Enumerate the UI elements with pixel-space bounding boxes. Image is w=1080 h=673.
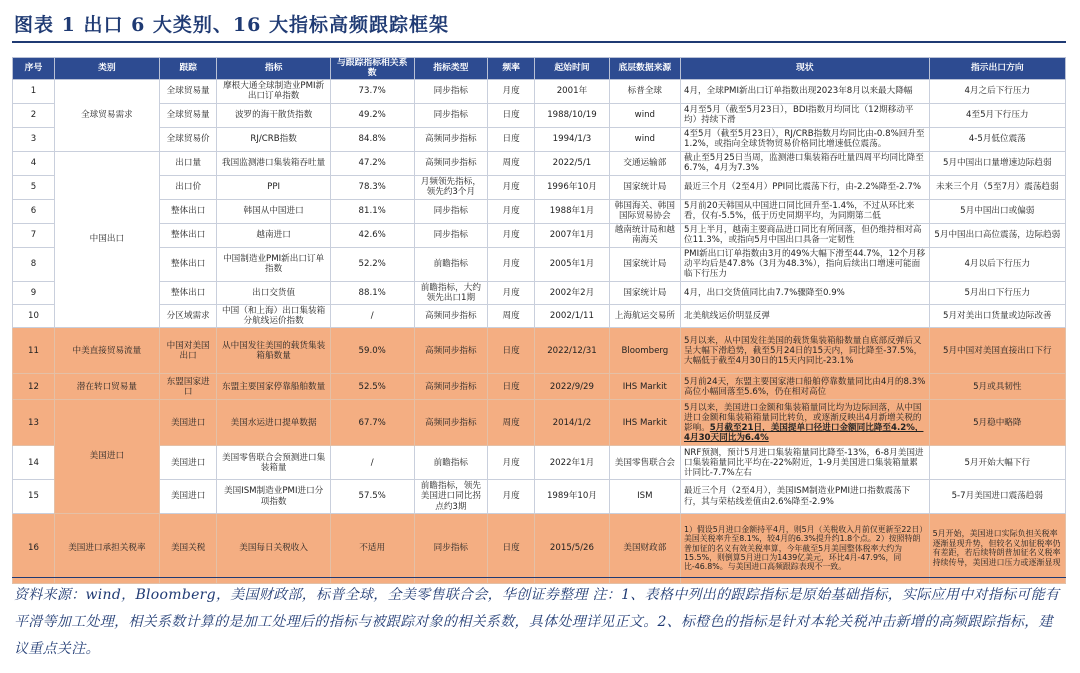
header-correlation: 与跟踪指标相关系数 [330, 58, 414, 80]
cell-frequency: 月度 [488, 446, 535, 480]
cell-source: 标普全球 [609, 79, 680, 103]
cell-correlation: 78.3% [330, 175, 414, 199]
header-indicator: 指标 [217, 58, 330, 80]
status-emphasis: 5月截至21日，美国提单口径进口金额同比降至4.2%，4月30天同比为6.4% [684, 422, 924, 443]
cell-correlation: 47.2% [330, 151, 414, 175]
cell-correlation: 84.8% [330, 127, 414, 151]
table-row [13, 199, 1066, 223]
cell-status: 5月前24天，东盟主要国家港口船舶停靠数量同比由4月的8.3%高位小幅回落至5.6%，仍在相对高位 [681, 374, 930, 400]
cell-track: 整体出口 [159, 223, 217, 247]
cell-track: 出口价 [159, 175, 217, 199]
table-row [13, 305, 1066, 328]
cell-type: 月频领先指标，领先约3个月 [414, 175, 487, 199]
cell-direction: 4至5月下行压力 [929, 103, 1065, 127]
cell-status: 北美航线运价明显反弹 [681, 305, 930, 328]
cell-no: 8 [13, 247, 55, 281]
cell-source: wind [609, 127, 680, 151]
page-title: 图表 1 出口 6 大类别、16 大指标高频跟踪框架 [14, 14, 449, 36]
table-row [13, 223, 1066, 247]
cell-no: 2 [13, 103, 55, 127]
cell-type: 高频同步指标 [414, 328, 487, 374]
status-text: 5月以来，美国进口金额和集装箱量同比均为边际回落，从中国进口金额和集装箱箱量同比转负，或逐渐反映出4月新增关税的影响。 [684, 402, 922, 433]
cell-start: 1988年1月 [535, 199, 609, 223]
cell-status: 5月以来，从中国发往美国的载货集装箱船数量自底部反弹后又呈大幅下滑趋势，截至5月24日的15天内，同比降至-37.5%，大幅低于截至4月30日的15天内同比-23.1% [681, 328, 930, 374]
cell-track: 整体出口 [159, 281, 217, 304]
cell-track: 全球贸易价 [159, 127, 217, 151]
cell-correlation: 52.5% [330, 374, 414, 400]
cell-direction: 5月开始大幅下行 [929, 446, 1065, 480]
cell-source: 交通运输部 [609, 151, 680, 175]
cell-status: 4至5月（截至5月23日），RJ/CRB指数月均同比由-0.8%回升至1.2%，或指向全球货物贸易价格同比增速低位震荡。 [681, 127, 930, 151]
cell-status: 4月，出口交货值同比由7.7%骤降至0.9% [681, 281, 930, 304]
cell-direction: 5月开始，美国进口实际负担关税率逐渐显现升势，但较名义加征税率仍有差距，若后续特朗普加征名义税率持续传导，美国进口压力或逐渐显现 [929, 513, 1065, 583]
cell-correlation: 57.5% [330, 480, 414, 513]
cell-frequency: 周度 [488, 305, 535, 328]
cell-no: 14 [13, 446, 55, 480]
cell-direction: 4月之后下行压力 [929, 79, 1065, 103]
cell-indicator: 美国每日关税收入 [217, 513, 330, 583]
cell-indicator: PPI [217, 175, 330, 199]
cell-start: 2015/5/26 [535, 513, 609, 583]
category-transshipment: 潜在转口贸易量 [54, 374, 159, 400]
cell-type: 同步指标 [414, 79, 487, 103]
cell-type: 高频同步指标 [414, 305, 487, 328]
cell-correlation: 67.7% [330, 400, 414, 446]
cell-no: 13 [13, 400, 55, 446]
category-us-china-trade: 中美直接贸易流量 [54, 328, 159, 374]
cell-direction: 5月中国对美国直接出口下行 [929, 328, 1065, 374]
cell-type: 同步指标 [414, 513, 487, 583]
cell-direction: 5月出口下行压力 [929, 281, 1065, 304]
cell-start: 2001年 [535, 79, 609, 103]
cell-status: 最近三个月（2至4月），美国ISM制造业PMI进口指数震荡下行，其与荣枯线差值由2.6%降至-2.9% [681, 480, 930, 513]
cell-no: 12 [13, 374, 55, 400]
cell-track: 东盟国家进口 [159, 374, 217, 400]
cell-start: 2022/12/31 [535, 328, 609, 374]
cell-start: 2002/1/11 [535, 305, 609, 328]
cell-correlation: / [330, 446, 414, 480]
cell-status: NRF预测，预计5月进口集装箱量同比降至-13%，6-8月美国进口集装箱量同比平均在-22%附近，1-9月美国进口集装箱量累计同比-7.7%左右 [681, 446, 930, 480]
table-row [13, 175, 1066, 199]
cell-type: 同步指标 [414, 223, 487, 247]
cell-indicator: 美国ISM制造业PMI进口分项指数 [217, 480, 330, 513]
table-row [13, 103, 1066, 127]
table-row [13, 151, 1066, 175]
cell-direction: 5-7月美国进口震荡趋弱 [929, 480, 1065, 513]
cell-direction: 5月中国出口或偏弱 [929, 199, 1065, 223]
category-us-import: 美国进口 [54, 400, 159, 513]
cell-status: PMI新出口订单指数由3月的49%大幅下滑至44.7%，12个月移动平均后是47.8%（3月为48.3%），指向后续出口增速可能面临下行压力 [681, 247, 930, 281]
table-row-highlighted [13, 400, 1066, 446]
cell-no: 16 [13, 513, 55, 583]
cell-source: 美国财政部 [609, 513, 680, 583]
cell-direction: 4-5月低位震荡 [929, 127, 1065, 151]
header-start: 起始时间 [535, 58, 609, 80]
title-divider [12, 41, 1066, 43]
cell-source: IHS Markit [609, 374, 680, 400]
cell-indicator: 中国（和上海）出口集装箱分航线运价指数 [217, 305, 330, 328]
cell-source: 韩国海关、韩国国际贸易协会 [609, 199, 680, 223]
cell-source: IHS Markit [609, 400, 680, 446]
table-row-highlighted [13, 374, 1066, 400]
cell-track: 整体出口 [159, 199, 217, 223]
cell-frequency: 月度 [488, 480, 535, 513]
cell-type: 高频同步指标 [414, 374, 487, 400]
cell-correlation: / [330, 305, 414, 328]
cell-direction: 5月或具韧性 [929, 374, 1065, 400]
source-footnote: 资料来源：wind，Bloomberg，美国财政部，标普全球，全美零售联合会，华创证券整理 注：1、表格中列出的跟踪指标是原始基础指标，实际应用中对指标可能有平滑等加工处理，相关系数计算的是加工处理后的指标与被跟踪对象的相关系数，具体处理详见正文。2、标橙色的指标是针对本轮关税冲击新增的高频跟踪指标，建议重点关注。 [14, 587, 1060, 657]
cell-source: 越南统计局和越南海关 [609, 223, 680, 247]
cell-type: 高频同步指标 [414, 127, 487, 151]
cell-no: 6 [13, 199, 55, 223]
category-us-tariff-rate: 美国进口承担关税率 [54, 513, 159, 583]
cell-type: 高频同步指标 [414, 151, 487, 175]
header-source: 底层数据来源 [609, 58, 680, 80]
cell-frequency: 月度 [488, 247, 535, 281]
cell-source: 国家统计局 [609, 247, 680, 281]
table-row [13, 247, 1066, 281]
cell-status: 4月，全球PMI新出口订单指数出现2023年8月以来最大降幅 [681, 79, 930, 103]
cell-start: 2022年1月 [535, 446, 609, 480]
cell-direction: 5月对美出口货量或边际改善 [929, 305, 1065, 328]
category-global-trade: 全球贸易需求 [54, 79, 159, 151]
cell-no: 10 [13, 305, 55, 328]
cell-direction: 未来三个月（5至7月）震荡趋弱 [929, 175, 1065, 199]
header-frequency: 频率 [488, 58, 535, 80]
cell-indicator: 我国监测港口集装箱吞吐量 [217, 151, 330, 175]
cell-frequency: 日度 [488, 374, 535, 400]
cell-no: 11 [13, 328, 55, 374]
cell-source: Bloomberg [609, 328, 680, 374]
table-header-row [13, 58, 1066, 80]
cell-correlation: 88.1% [330, 281, 414, 304]
category-china-export: 中国出口 [54, 151, 159, 328]
cell-source: 国家统计局 [609, 175, 680, 199]
cell-source: 美国零售联合会 [609, 446, 680, 480]
cell-correlation: 59.0% [330, 328, 414, 374]
header-no: 序号 [13, 58, 55, 80]
cell-status: 1）假设5月进口金额持平4月，则5月（关税收入月前仅更新至22日）美国关税率升至8.1%，较4月的6.3%提升约1.8个点。2）按照特朗普加征的名义有效关税率算，今年截至5月美国整体税率大约为15.5%，则倒算5月进口为1439亿美元，环比4月-47.9%，同比-46.8%。与美国进口高频跟踪表现不一致。 [681, 513, 930, 583]
cell-indicator: 东盟主要国家停靠船舶数量 [217, 374, 330, 400]
cell-type: 前瞻指标 [414, 247, 487, 281]
cell-track: 整体出口 [159, 247, 217, 281]
cell-status [681, 400, 930, 446]
header-track: 跟踪 [159, 58, 217, 80]
cell-correlation: 42.6% [330, 223, 414, 247]
cell-track: 美国进口 [159, 446, 217, 480]
cell-source: 国家统计局 [609, 281, 680, 304]
cell-status: 4月至5月（截至5月23日），BDI指数月均同比（12期移动平均）持续下滑 [681, 103, 930, 127]
cell-start: 2022/9/29 [535, 374, 609, 400]
cell-direction: 5月中国出口高位震荡，边际趋弱 [929, 223, 1065, 247]
cell-track: 美国进口 [159, 480, 217, 513]
cell-no: 4 [13, 151, 55, 175]
cell-type: 前瞻指标，大约领先出口1期 [414, 281, 487, 304]
cell-indicator: 美国零售联合会预测进口集装箱量 [217, 446, 330, 480]
cell-start: 2002年2月 [535, 281, 609, 304]
cell-source: 上海航运交易所 [609, 305, 680, 328]
cell-correlation: 81.1% [330, 199, 414, 223]
table-row [13, 79, 1066, 103]
cell-track: 分区域需求 [159, 305, 217, 328]
cell-no: 5 [13, 175, 55, 199]
cell-indicator: 从中国发往美国的载货集装箱船数量 [217, 328, 330, 374]
cell-status: 5月上半月，越南主要商品进口同比有所回落，但仍维持相对高位11.3%，或指向5月中国出口具备一定韧性 [681, 223, 930, 247]
cell-indicator: 波罗的海干散货指数 [217, 103, 330, 127]
cell-track: 全球贸易量 [159, 103, 217, 127]
cell-type: 同步指标 [414, 103, 487, 127]
cell-type: 同步指标 [414, 199, 487, 223]
indicator-table [12, 57, 1066, 584]
cell-frequency: 日度 [488, 328, 535, 374]
cell-start: 2022/5/1 [535, 151, 609, 175]
cell-indicator: 中国制造业PMI新出口订单指数 [217, 247, 330, 281]
cell-frequency: 周度 [488, 400, 535, 446]
cell-start: 1994/1/3 [535, 127, 609, 151]
cell-direction: 5月中国出口量增速边际趋弱 [929, 151, 1065, 175]
cell-direction: 5月稳中略降 [929, 400, 1065, 446]
cell-start: 2007年1月 [535, 223, 609, 247]
cell-start: 1989年10月 [535, 480, 609, 513]
cell-track: 美国进口 [159, 400, 217, 446]
cell-source: ISM [609, 480, 680, 513]
table-row-highlighted [13, 513, 1066, 583]
cell-start: 1996年10月 [535, 175, 609, 199]
footnote-divider [12, 577, 1066, 578]
cell-correlation: 52.2% [330, 247, 414, 281]
cell-track: 中国对美国出口 [159, 328, 217, 374]
cell-source: wind [609, 103, 680, 127]
cell-start: 2005年1月 [535, 247, 609, 281]
cell-indicator: 美国水运进口提单数据 [217, 400, 330, 446]
cell-start: 1988/10/19 [535, 103, 609, 127]
cell-frequency: 日度 [488, 103, 535, 127]
cell-type: 高频同步指标 [414, 400, 487, 446]
cell-frequency: 月度 [488, 281, 535, 304]
cell-frequency: 月度 [488, 199, 535, 223]
cell-frequency: 月度 [488, 175, 535, 199]
cell-indicator: 出口交货值 [217, 281, 330, 304]
table-row [13, 127, 1066, 151]
cell-type: 前瞻指标 [414, 446, 487, 480]
cell-status: 5月前20天韩国从中国进口同比回升至-1.4%，不过从环比来看，仅有-5.5%，低于历史同期平均，为同期第二低 [681, 199, 930, 223]
table-row-highlighted [13, 328, 1066, 374]
cell-indicator: RJ/CRB指数 [217, 127, 330, 151]
cell-frequency: 日度 [488, 513, 535, 583]
cell-frequency: 月度 [488, 223, 535, 247]
cell-correlation: 49.2% [330, 103, 414, 127]
cell-indicator: 越南进口 [217, 223, 330, 247]
cell-status: 最近三个月（2至4月）PPI同比震荡下行，由-2.2%降至-2.7% [681, 175, 930, 199]
cell-indicator: 摩根大通全球制造业PMI新出口订单指数 [217, 79, 330, 103]
cell-type: 前瞻指标，领先美国进口同比拐点约3期 [414, 480, 487, 513]
cell-frequency: 月度 [488, 79, 535, 103]
header-status: 现状 [681, 58, 930, 80]
cell-no: 3 [13, 127, 55, 151]
cell-no: 15 [13, 480, 55, 513]
cell-start: 2014/1/2 [535, 400, 609, 446]
cell-correlation: 73.7% [330, 79, 414, 103]
cell-no: 7 [13, 223, 55, 247]
cell-track: 出口量 [159, 151, 217, 175]
cell-correlation: 不适用 [330, 513, 414, 583]
header-category: 类别 [54, 58, 159, 80]
header-type: 指标类型 [414, 58, 487, 80]
cell-no: 1 [13, 79, 55, 103]
cell-indicator: 韩国从中国进口 [217, 199, 330, 223]
cell-status: 截止至5月25日当周，监测港口集装箱吞吐量四周平均同比降至6.7%，4月为7.3% [681, 151, 930, 175]
cell-frequency: 周度 [488, 151, 535, 175]
header-direction: 指示出口方向 [929, 58, 1065, 80]
table-row [13, 480, 1066, 513]
table-row [13, 446, 1066, 480]
cell-frequency: 日度 [488, 127, 535, 151]
cell-direction: 4月以后下行压力 [929, 247, 1065, 281]
cell-track: 美国关税 [159, 513, 217, 583]
cell-track: 全球贸易量 [159, 79, 217, 103]
cell-no: 9 [13, 281, 55, 304]
table-row [13, 281, 1066, 304]
